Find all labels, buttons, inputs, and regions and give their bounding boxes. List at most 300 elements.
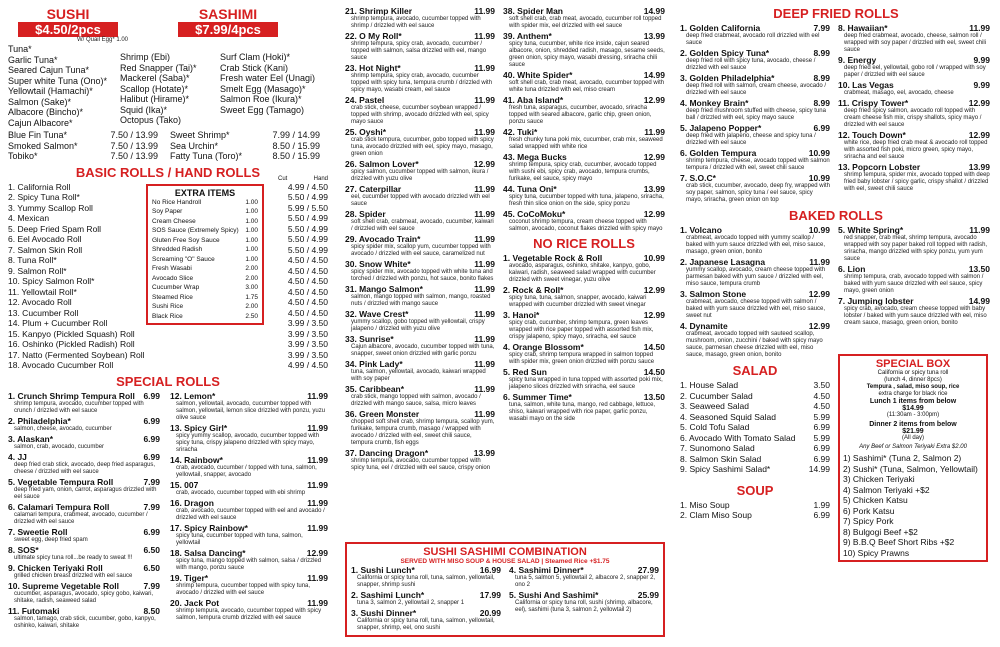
deep-fried-roll-price: 8.99	[813, 98, 830, 108]
sashimi-priced	[170, 151, 320, 162]
special-roll-price: 11.99	[474, 309, 495, 319]
special-roll	[345, 448, 495, 472]
deep-fried-roll	[680, 148, 830, 172]
deep-fried-roll-price: 10.99	[808, 148, 830, 158]
sushi-item: Albacore (Bincho)*	[8, 107, 84, 117]
basic-roll-label: 3. Yummy Scallop Roll	[8, 202, 93, 213]
special-roll-desc: salmon, yellowtail, avocado, cucumber topped with salmon, yellowtail, lemon slice drizzled with ponzu, yuzu olive sauce	[176, 400, 326, 421]
extra-item-price: 1.75	[245, 293, 258, 301]
sushi-priced	[8, 151, 158, 162]
sushi-priced-label: Tobiko*	[8, 151, 38, 161]
special-roll-desc: crab stick, mango topped with salmon, avocado / drizzled with mango sauce, salsa, micro leaves	[351, 394, 481, 407]
box-item: 7) Spicy Pork	[843, 516, 894, 526]
special-roll-title	[170, 548, 328, 558]
special-roll-label: 45. CoCoMoku*	[503, 209, 566, 219]
special-roll-title	[345, 259, 495, 269]
special-roll-desc: spicy tuna, cucumber topped with tuna, jalapeno, sriracha, fresh thin slice onion on the side, spicy ponzu	[509, 194, 664, 207]
special-roll-price: 11.99	[474, 259, 495, 269]
combo-item	[509, 590, 659, 614]
baked-roll-price: 14.99	[968, 296, 990, 306]
special-roll-label: 30. Snow White*	[345, 259, 411, 269]
deep-fried-roll-desc: deep fried roll with spicy tuna, avocado, cheese / drizzled with eel sauce	[686, 58, 816, 71]
special-roll	[345, 63, 495, 94]
special-roll-desc: crab stick tempura, cucumber, gobo topped with spicy tuna, avocado drizzled with eel, spicy mayo, masago, green onion	[351, 137, 494, 157]
combo-item-title	[351, 590, 501, 600]
salad-item	[680, 401, 830, 412]
basic-roll-label: 9. Salmon Roll*	[8, 265, 67, 276]
no-rice-roll	[503, 367, 665, 391]
basic-roll-price: 4.99 / 4.50	[287, 360, 328, 370]
special-roll-price: 8.50	[143, 605, 160, 616]
combo-item-title	[351, 608, 501, 618]
basic-roll-label: 13. Cucumber Roll	[8, 307, 79, 318]
special-roll	[503, 70, 665, 94]
salad-item-price: 5.99	[813, 411, 830, 422]
basic-roll-price: 3.99 / 3.50	[287, 328, 328, 339]
box-l8: Dinner 2 items from below	[869, 421, 957, 428]
extra-items-box	[146, 184, 264, 326]
special-rolls-title: SPECIAL ROLLS	[116, 373, 220, 389]
special-roll	[170, 455, 328, 479]
salad-item	[680, 443, 830, 454]
sushi-item: Garlic Tuna*	[8, 54, 58, 65]
deep-fried-roll-title	[680, 73, 830, 83]
basic-roll-label: 5. Deep Fried Spam Roll	[8, 223, 102, 234]
box-l3: Tempura , salad, miso soup, rice	[866, 384, 960, 390]
special-roll	[503, 152, 665, 183]
sashimi-price: $7.99/4pcs	[178, 22, 278, 37]
no-rice-roll-desc: avocado, asparagus, oshinko, shitake, kanpyo, gobo, kaiwari, radish, seaweed salad wrapped with cucumber drizzled with sweet vinegar, yuzu olive	[509, 263, 656, 283]
salad-item-label: 4. Seasoned Squid Salad	[680, 411, 776, 422]
special-roll-price: 11.99	[307, 497, 328, 508]
sushi-item: Squid (Ika)*	[120, 104, 168, 115]
deep-fried-roll-desc: deep fried crabmeat, avocado roll drizzled with eel sauce	[686, 33, 820, 46]
special-roll-title	[345, 409, 495, 419]
basic-roll-price: 5.50 / 4.99	[287, 223, 328, 234]
special-roll	[8, 452, 160, 476]
basic-roll-label: 17. Natto (Fermented Soybean) Roll	[8, 349, 145, 360]
baked-roll-label: 1. Volcano	[680, 225, 722, 235]
extra-item	[152, 236, 258, 246]
salad-item-label: 2. Cucumber Salad	[680, 390, 753, 401]
special-roll-title	[345, 209, 495, 219]
special-roll-label: 26. Salmon Lover*	[345, 159, 419, 169]
special-roll	[8, 391, 160, 415]
no-rice-roll-price: 13.50	[643, 392, 665, 402]
baked-roll	[680, 225, 830, 256]
special-roll-label: 11. Futomaki	[8, 605, 60, 616]
extra-title: EXTRA ITEMS	[174, 187, 236, 198]
special-roll-price: 6.99	[143, 451, 160, 462]
special-roll-label: 13. Spicy Girl*	[170, 422, 228, 433]
special-roll-title	[345, 31, 495, 41]
special-roll-price: 12.99	[306, 547, 328, 558]
sashimi-item: Salmon Roe (Ikura)*	[220, 94, 302, 104]
baked-roll-desc: yummy scallop, avocado, cream cheese topped with parmesan baked with yum sauce / drizzled with eel, miso sauce, tempura crumb	[686, 267, 826, 287]
basic-roll-price: 5.50 / 4.99	[287, 192, 328, 202]
special-roll-title	[8, 416, 160, 426]
special-roll-desc: shrimp tempura, avocado, cucumber topped with crunch / drizzled with eel sauce	[14, 400, 144, 414]
sushi-item: Yellowtail (Hamachi)*	[8, 86, 93, 96]
special-roll-label: 12. Lemon*	[170, 390, 216, 401]
extra-item-price: 1.00	[245, 227, 258, 234]
special-roll	[345, 234, 495, 258]
special-roll-desc: soft shell crab, crab meat, avocado, cucumber roll topped with spider mix, eel drizzled with eel sauce	[509, 16, 662, 29]
combo-item	[351, 590, 501, 607]
special-roll-desc: spicy tuna, mango topped with salmon, salsa / drizzled with mango, ponzu sauce	[176, 557, 322, 571]
box-l6: $14.99	[902, 405, 924, 412]
special-roll-price: 11.99	[307, 390, 328, 401]
basic-roll	[8, 350, 328, 361]
hand-label: Hand	[313, 175, 328, 182]
special-roll-label: 7. Sweetie Roll	[8, 526, 68, 537]
special-roll-desc: soft shell crab, crab meat, avocado, cucumber topped with white tuna drizzled with eel, miso cream	[509, 80, 665, 93]
special-roll-label: 35. Caribbean*	[345, 384, 405, 394]
no-rice-roll-title	[503, 310, 665, 320]
special-roll-desc: soft shell crab, crabmeat, avocado, cucumber, kaiwari / drizzled with eel sauce	[351, 219, 494, 232]
deep-fried-roll-desc: deep fried mushroom stuffed with cheese, spicy tuna ball / drizzled with eel, spicy mayo sauce	[686, 108, 826, 121]
no-rice-roll	[503, 342, 665, 366]
special-roll-desc: deep fried crab stick, avocado, deep fried asparagus, cheese / drizzled with eel sauce	[14, 461, 156, 475]
special-roll-title	[503, 184, 665, 194]
special-roll-title	[503, 152, 665, 162]
box-item: 4) Salmon Teriyaki +$2	[843, 484, 930, 495]
special-roll-price: 11.99	[474, 6, 495, 16]
extra-item	[152, 283, 258, 293]
no-rice-roll-label: 5. Red Sun	[503, 367, 547, 377]
deep-fried-roll-price: 7.99	[813, 23, 830, 33]
extra-item	[152, 255, 258, 265]
deep-fried-roll-price: 9.99	[973, 55, 990, 65]
special-roll-desc: eel, cucumber topped with avocado drizzled with eel sauce	[351, 194, 490, 207]
extra-item	[152, 226, 258, 236]
deep-fried-roll-label: 2. Golden Spicy Tuna*	[680, 48, 770, 58]
baked-roll-desc: shrimp tempura, crab, avocado topped with salmon / baked with yum sauce drizzled with eel sauce, spicy mayo, green onion	[844, 274, 984, 294]
basic-roll-price: 3.99 / 3.50	[287, 349, 328, 360]
deep-fried-title: DEEP FRIED ROLLS	[773, 6, 899, 21]
special-roll	[503, 6, 665, 30]
baked-roll	[838, 225, 990, 263]
deep-fried-roll-title	[680, 123, 830, 133]
special-roll-desc: salmon, cheese, avocado, cucumber	[14, 425, 112, 432]
sushi-item: Tuna*	[8, 44, 32, 54]
special-roll-label: 38. Spider Man	[503, 6, 563, 16]
special-roll	[8, 606, 160, 630]
deep-fried-roll-desc: deep fried spicy salmon, avocado roll topped with cream cheese fish mix, crispy shallots, spicy mayo / drizzled with eel sauce	[844, 108, 982, 128]
special-roll-price: 6.99	[143, 415, 160, 426]
extra-item-label: Shredded Radish	[152, 246, 203, 253]
special-roll-price: 12.99	[643, 152, 665, 162]
deep-fried-roll-desc: deep fried with jalapeno, cheese and spicy tuna / drizzled with eel sauce	[686, 133, 816, 146]
sashimi-item: Surf Clam (Hoki)*	[220, 52, 291, 62]
sushi-item: Red Snapper (Tai)*	[120, 62, 197, 73]
special-roll	[345, 95, 495, 126]
special-roll-title	[503, 209, 665, 219]
box-item: 5) Chicken Katsu	[843, 495, 908, 505]
special-roll-desc: fresh chunky tuna poki mix, cucumber, crab mix, seaweed salad wrapped with white rice	[509, 137, 663, 150]
basic-roll-price: 5.99 / 5.50	[287, 202, 328, 213]
special-roll	[345, 384, 495, 408]
sushi-title: SUSHI	[46, 6, 90, 22]
no-rice-roll-label: 2. Rock & Roll*	[503, 285, 564, 295]
extra-item-price: 1.00	[245, 246, 258, 253]
basic-roll-label: 7. Salmon Skin Roll	[8, 244, 83, 255]
baked-roll-price: 11.99	[969, 225, 990, 235]
no-rice-roll-price: 12.99	[643, 285, 665, 295]
box-l11: Any Beef or Salmon Teriyaki Extra $2.00	[859, 444, 967, 450]
salad-item	[680, 422, 830, 433]
deep-fried-roll-label: 1. Golden California	[680, 23, 761, 33]
extra-item	[152, 217, 258, 227]
extra-item-label: No Rice Handroll	[152, 198, 202, 206]
special-roll-label: 1. Crunch Shrimp Tempura Roll	[8, 390, 135, 401]
deep-fried-roll-price: 13.99	[968, 162, 990, 172]
extra-item-label: Soy Paper	[152, 208, 183, 215]
no-rice-roll-label: 6. Summer Time*	[503, 392, 572, 402]
sushi-priced	[8, 130, 158, 141]
special-roll-desc: crab stick, cheese, cucumber soybean wrapped / topped with shrimp, avocado drizzled with eel, spicy mayo sauce	[351, 105, 489, 125]
combo-item-price: 17.99	[479, 590, 501, 600]
basic-roll-label: 11. Yellowtail Roll*	[8, 286, 77, 297]
special-roll	[170, 598, 328, 622]
special-roll-title	[170, 598, 328, 608]
soup-title: SOUP	[736, 482, 774, 498]
combo-item-price: 25.99	[637, 590, 659, 600]
special-roll-label: 22. O My Roll*	[345, 31, 402, 41]
special-roll-title	[503, 95, 665, 105]
deep-fried-roll-price: 9.99	[973, 80, 990, 90]
special-roll-title	[170, 391, 328, 401]
deep-fried-roll-label: 11. Crispy Tower*	[838, 98, 909, 108]
deep-fried-roll-label: 5. Jalapeno Popper*	[680, 123, 762, 133]
special-roll-desc: spicy spider mix, avocado topped with white tuna and torched / drizzled with ponzu, hot sauce, bonito flakes	[351, 269, 494, 282]
special-roll-price: 11.99	[474, 127, 495, 137]
baked-roll-desc: crabmeat, avocado, cheese topped with salmon / baked with yum sauce drizzled with eel, miso sauce, sweet nut	[686, 299, 826, 319]
special-roll	[170, 523, 328, 547]
special-roll-label: 4. JJ	[8, 451, 27, 462]
basic-roll-price: 5.50 / 4.99	[287, 244, 328, 255]
combo-item-label: 4. Sashimi Dinner*	[509, 565, 584, 575]
basic-rolls-title: BASIC ROLLS / HAND ROLLS	[75, 164, 261, 180]
salad-item	[680, 391, 830, 402]
special-roll-desc: yummy scallop, gobo topped with yellowtail, crispy jalapeno / drizzled with yuzu olive	[351, 319, 485, 332]
special-roll-label: 27. Caterpillar	[345, 184, 402, 194]
combo-item	[351, 608, 501, 632]
baked-roll-label: 3. Salmon Stone	[680, 289, 747, 299]
special-roll-desc: spicy salmon, cucumber topped with salmon, ikura / drizzled with yuzu olive	[351, 169, 489, 182]
combo-sub: SERVED WITH MISO SOUP & HOUSE SALAD | Steamed Rice +$1.75	[400, 558, 610, 565]
deep-fried-roll-label: 12. Touch Down*	[838, 130, 906, 140]
salad-item-label: 6. Avocado With Tomato Salad	[680, 432, 796, 443]
special-roll-desc: cucumber, asparagus, avocado, spicy gobo, kaiwari, shitake, radish, seaweed salad	[14, 590, 154, 604]
extra-item-label: Fresh Wasabi	[152, 265, 192, 272]
special-roll	[345, 309, 495, 333]
box-item: 1) Sashimi* (Tuna 2, Salmon 2)	[843, 453, 962, 463]
special-roll-label: 36. Green Monster	[345, 409, 420, 419]
special-roll	[345, 284, 495, 308]
special-roll	[503, 184, 665, 208]
extra-item-price: 1.00	[245, 255, 258, 263]
no-rice-roll-label: 4. Orange Blossom*	[503, 342, 584, 352]
basic-roll-label: 12. Avocado Roll	[8, 297, 72, 307]
extra-item	[152, 312, 258, 322]
deep-fried-roll-title	[680, 173, 830, 183]
extra-item	[152, 293, 258, 303]
special-roll	[345, 259, 495, 283]
sashimi-priced-price: 8.50 / 15.99	[272, 151, 320, 161]
special-roll	[8, 545, 160, 562]
box-item: 3) Chicken Teriyaki	[843, 474, 915, 484]
baked-roll-label: 5. White Spring*	[838, 225, 904, 235]
no-rice-roll-desc: spicy crab, cucumber, shrimp tempura, green leaves wrapped with rice paper topped with assorted fish mix, crispy jalapeno, spicy mayo, sriracha, eel sauce	[509, 320, 654, 340]
column-1	[8, 6, 328, 631]
salad-item-price: 6.99	[813, 422, 830, 432]
special-roll	[345, 209, 495, 233]
special-roll-title	[345, 127, 495, 137]
deep-fried-roll	[838, 98, 990, 129]
deep-fried-roll-desc: deep fried roll with salmon, cream cheese, avocado / drizzled with eel sauce	[686, 83, 827, 96]
basic-roll-price: 5.50 / 4.99	[287, 234, 328, 244]
special-roll-label: 10. Supreme Vegetable Roll	[8, 580, 120, 591]
basic-roll-price: 4.50 / 4.50	[287, 276, 328, 286]
baked-roll-price: 11.99	[809, 257, 830, 267]
salad-item-label: 3. Seaweed Salad	[680, 401, 749, 411]
baked-roll-desc: red snapper, crab meat, shrimp tempura, avocado wrapped with soy paper baked roll topped with radish, sriracha, mango drizzled with spicy ponzu, yum yum sauce	[844, 235, 988, 262]
sashimi-item: Fresh water Eel (Unagi)	[220, 73, 316, 83]
no-rice-roll-label: 1. Vegetable Rock & Roll	[503, 253, 603, 263]
basic-roll-label: 18. Avocado Cucumber Roll	[8, 360, 114, 370]
special-roll-price: 6.99	[143, 526, 160, 537]
box-item: 6) Pork Katsu	[843, 505, 895, 516]
combo-item-title	[351, 565, 501, 575]
special-roll-price: 11.99	[307, 572, 328, 583]
special-roll-desc: ultimate spicy tuna roll...be ready to sweat !!!	[14, 554, 133, 561]
special-roll	[503, 31, 665, 69]
special-roll-price: 13.99	[643, 184, 665, 194]
special-roll-title	[345, 6, 495, 16]
special-roll-title	[345, 95, 495, 105]
special-roll-desc: shrimp tempura, spicy crab, avocado, cucumber topped with spicy tuna, tempura crumb / drizzled with spicy mayo, wasabi cream, eel sauce	[351, 73, 493, 93]
special-roll-desc: shrimp tempura, avocado, cucumber topped with spicy tuna, eel / drizzled with eel sauce, crispy onion	[351, 458, 491, 471]
deep-fried-roll-title	[680, 148, 830, 158]
sashimi-item: Crab Stick (Kani)	[220, 62, 289, 73]
deep-fried-roll	[838, 55, 990, 79]
baked-roll-title	[680, 321, 830, 331]
special-roll-desc: shrimp tempura, spicy crab, avocado, cucumber / topped with salmon, salsa drizzled with eel, mango sauce	[351, 41, 487, 61]
special-roll-desc: Cajun albacore, avocado, cucumber topped with tuna, snapper, sweet onion drizzled with garlic ponzu	[351, 344, 495, 357]
salad-item-label: 5. Cold Tofu Salad	[680, 422, 750, 432]
extra-item-label: Steamed Rice	[152, 293, 193, 301]
special-roll-label: 15. 007	[170, 479, 199, 490]
extra-item-label: Cream Cheese	[152, 217, 196, 225]
special-roll-title	[503, 70, 665, 80]
salad-item	[680, 454, 830, 465]
special-roll-label: 42. Tuki*	[503, 127, 538, 137]
deep-fried-roll	[838, 80, 990, 97]
special-roll-desc: salmon, tamago, crab stick, cucumber, gobo, kanpyo, oshinko, kaiwari, shitake	[14, 615, 156, 629]
sushi-item: Octopus (Tako)	[120, 115, 182, 125]
salad-item-label: 9. Spicy Sashimi Salad*	[680, 464, 771, 474]
baked-roll-price: 10.99	[808, 225, 830, 235]
special-roll-title	[170, 480, 328, 490]
sushi-priced-price: 7.50 / 13.99	[110, 151, 158, 161]
sashimi-priced-price: 7.99 / 14.99	[272, 130, 320, 140]
extra-item-label: Avocado Slice	[152, 274, 194, 282]
baked-roll-title	[838, 264, 990, 274]
cut-label: Cut	[278, 175, 288, 182]
deep-fried-roll-title	[838, 130, 990, 140]
baked-roll-label: 7. Jumping lobster	[838, 296, 914, 306]
sushi-item: Seared Cajun Tuna*	[8, 65, 90, 75]
special-roll-price: 12.99	[643, 209, 665, 219]
deep-fried-roll-price: 8.99	[813, 73, 830, 83]
combo-item-price: 27.99	[637, 565, 659, 575]
special-roll-title	[345, 384, 495, 394]
sashimi-priced-label: Sweet Shrimp*	[170, 130, 230, 140]
special-roll-desc: sweet egg, deep fried spam	[14, 536, 88, 543]
special-roll-price: 11.99	[474, 284, 495, 294]
special-roll-label: 17. Spicy Rainbow*	[170, 522, 248, 533]
deep-fried-roll-desc: deep fried crabmeat, avocado, cheese, salmon roll / wrapped with soy paper / drizzled with eel, sweet chili sauce	[844, 33, 987, 53]
special-roll-title	[170, 423, 328, 433]
special-roll-title	[170, 498, 328, 508]
special-roll-desc: calamari tempura, crabmeat, avocado, cucumber / drizzled with eel sauce	[14, 511, 148, 525]
sushi-item: Salmon (Sake)*	[8, 96, 72, 107]
special-roll-label: 8. SOS*	[8, 544, 39, 555]
soup-item-label: 2. Clam Miso Soup	[680, 510, 752, 520]
no-rice-roll	[503, 253, 665, 284]
combo-item-desc: California or spicy tuna roll, sushi (shrimp, albacore, eel), sashimi (tuna 3, salmon 2, yellowtail 2)	[515, 600, 653, 613]
deep-fried-roll	[680, 98, 830, 122]
extra-item-price: 2.00	[245, 265, 258, 272]
basic-roll-label: 10. Spicy Salmon Roll*	[8, 276, 95, 286]
sashimi-priced	[170, 141, 320, 152]
combo-item-desc: tuna 3, salmon 2, yellowtail 2, snapper 1	[357, 600, 465, 606]
special-roll-title	[503, 6, 665, 16]
special-roll-title	[8, 563, 160, 573]
special-roll-title	[345, 334, 495, 344]
deep-fried-roll-desc: deep fried eel, yellowtail, gobo roll / wrapped with soy paper / drizzled with eel sauce	[844, 65, 986, 78]
sushi-item: Mackerel (Saba)*	[120, 73, 190, 83]
no-rice-roll-title	[503, 367, 665, 377]
special-roll	[345, 6, 495, 30]
salad-item	[680, 412, 830, 423]
special-roll-label: 19. Tiger*	[170, 572, 209, 583]
salad-item-price: 4.50	[813, 390, 830, 401]
salad-item-price: 5.99	[813, 432, 830, 443]
special-roll-title	[345, 448, 495, 458]
special-roll-title	[8, 527, 160, 537]
special-roll-price: 11.99	[474, 95, 495, 105]
sashimi-priced-label: Fatty Tuna (Toro)*	[170, 151, 243, 161]
special-roll	[8, 416, 160, 433]
extra-item-price: 2.00	[245, 303, 258, 310]
special-roll-price: 11.99	[474, 234, 495, 244]
deep-fried-roll-title	[838, 98, 990, 108]
baked-roll	[680, 289, 830, 320]
box-title: SPECIAL BOX	[875, 358, 951, 370]
deep-fried-roll-price: 8.99	[813, 48, 830, 58]
salad-item-label: 1. House Salad	[680, 380, 739, 390]
quail-note: W/ Quail Egg* 1.00	[76, 37, 128, 43]
baked-roll-desc: crabmeat, avocado topped with yummy scallop / baked with yum sauce drizzled with eel, miso sauce, masago, green onion, bonito	[686, 235, 826, 255]
special-roll-title	[345, 63, 495, 73]
no-rice-roll-title	[503, 253, 665, 263]
special-roll-label: 31. Mango Salmon*	[345, 284, 423, 294]
no-rice-roll-desc: spicy tuna wrapped in tuna topped with assorted poki mix, jalapeno slices drizzled with sriracha, eel sauce	[509, 377, 663, 390]
salad-item-label: 7. Sunomono Salad	[680, 443, 755, 453]
special-roll-price: 11.99	[474, 384, 495, 394]
